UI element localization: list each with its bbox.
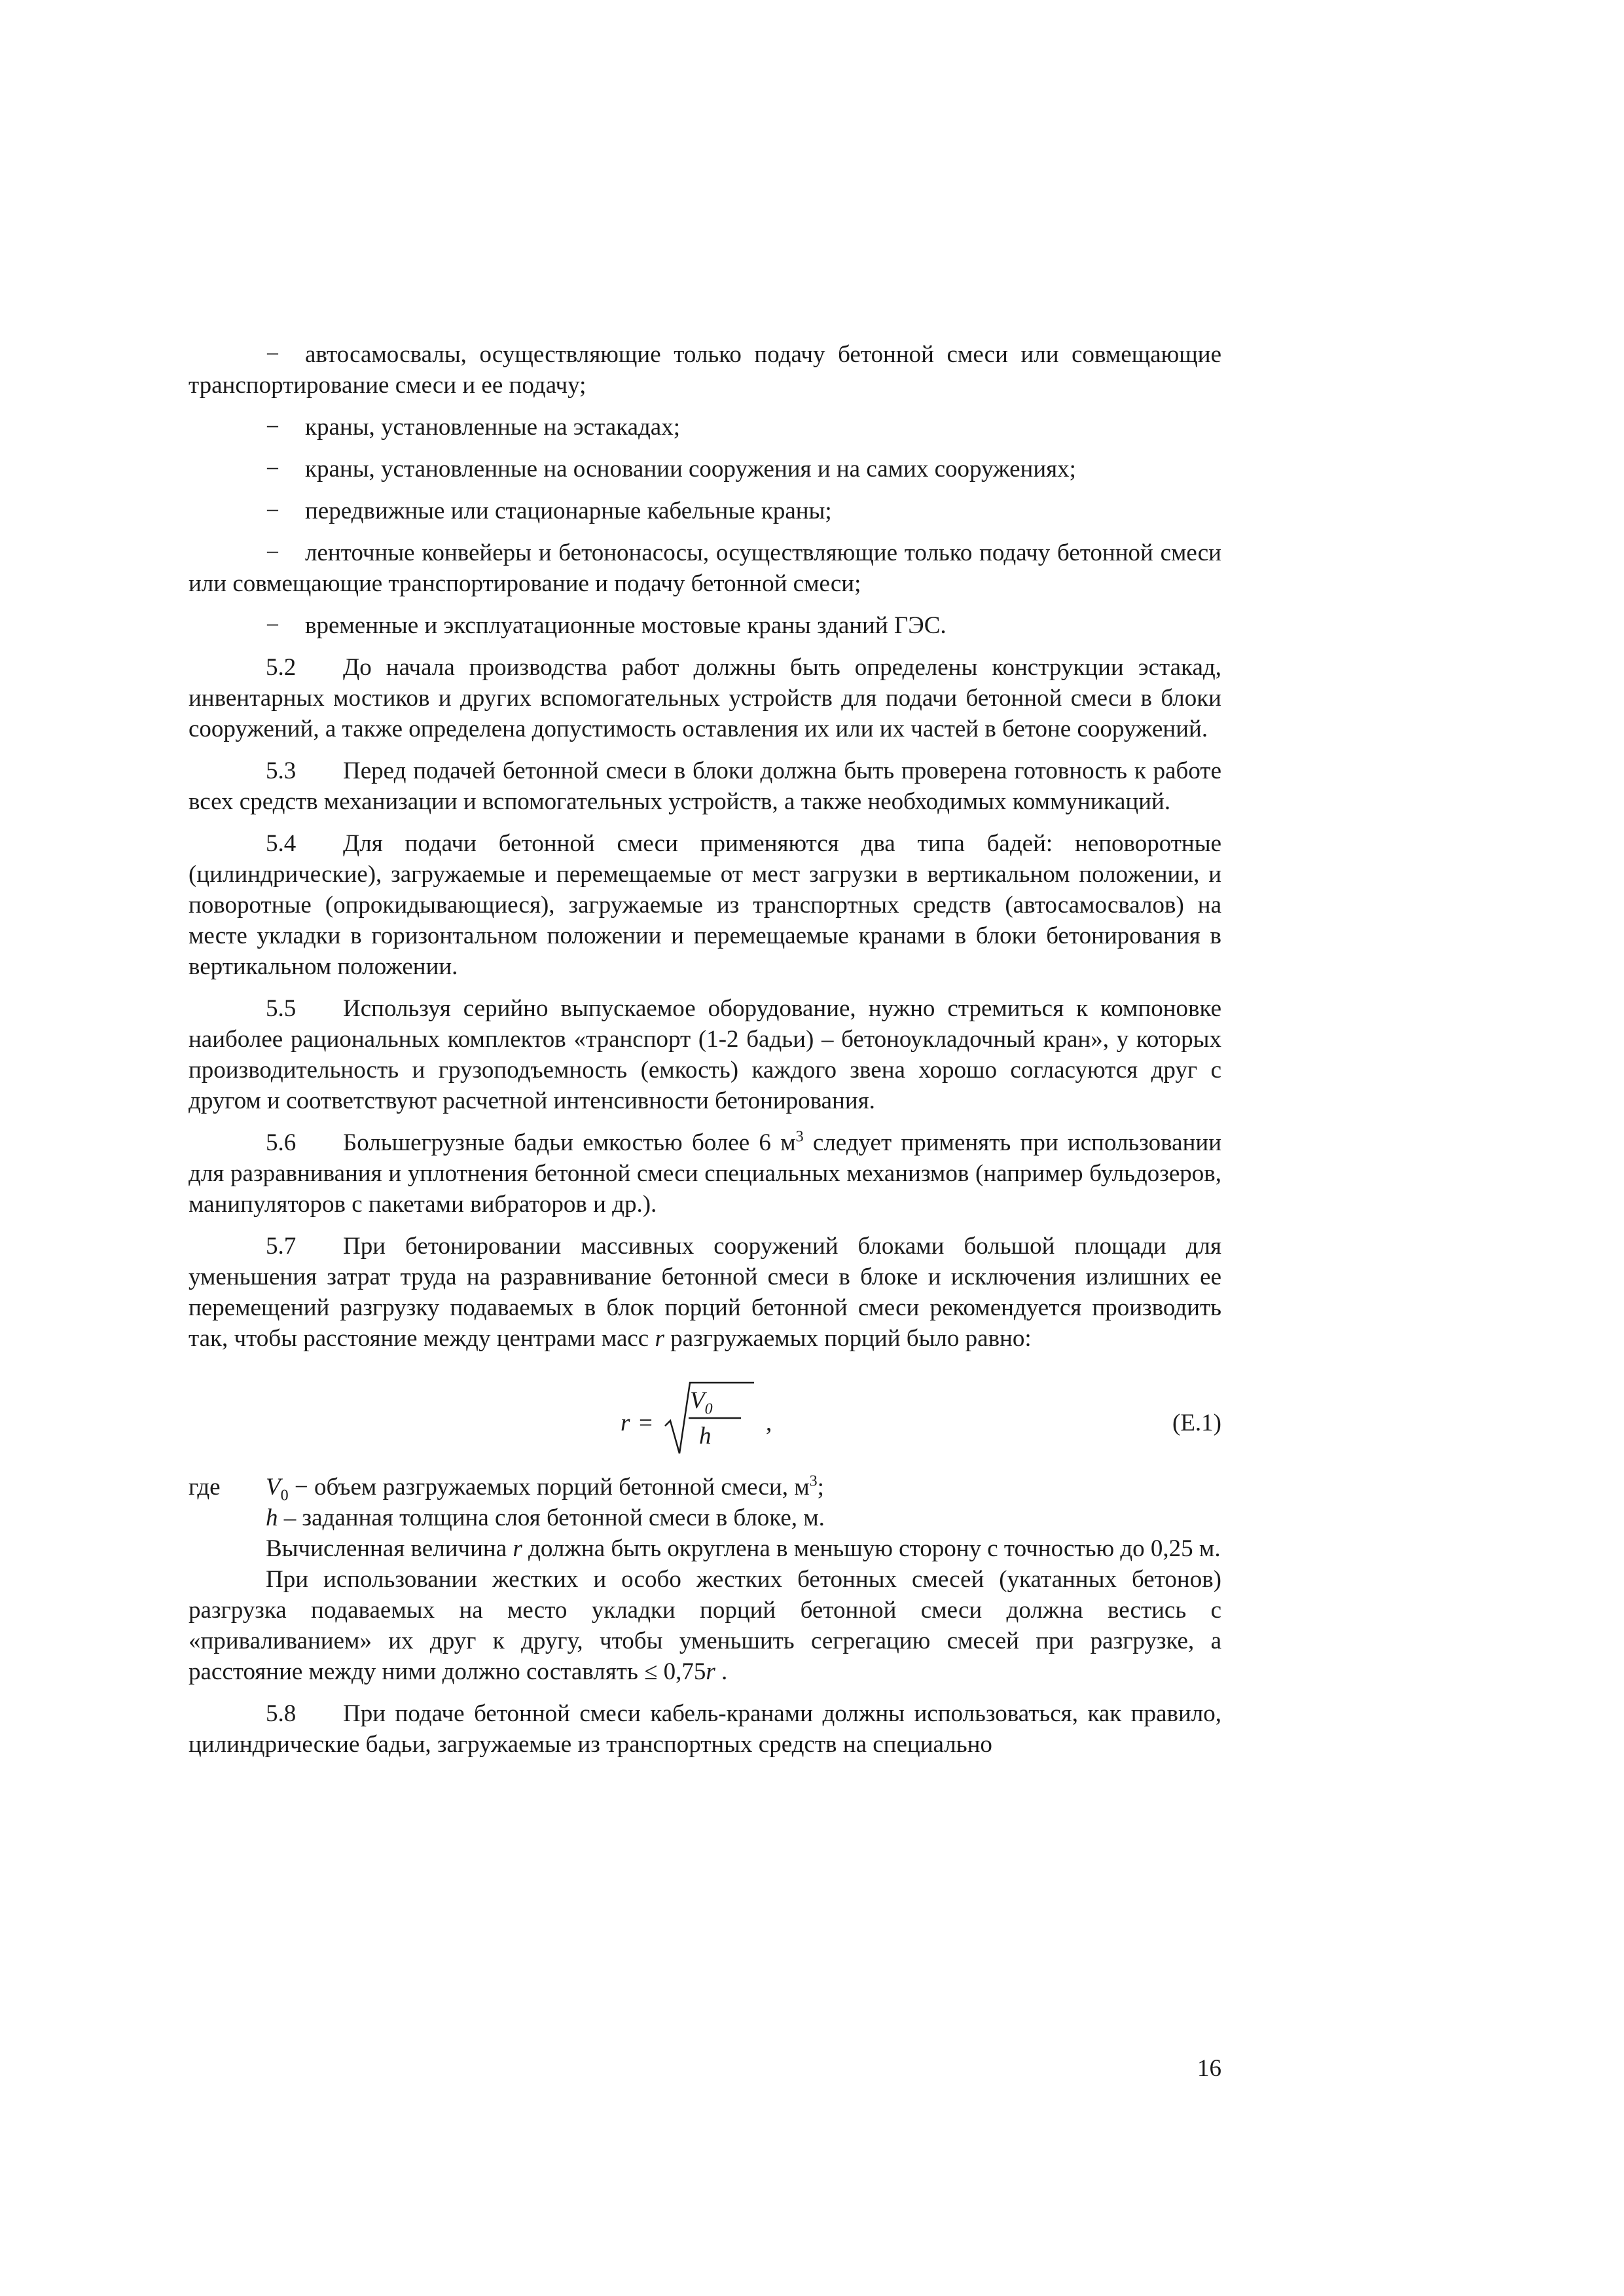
section-5-3 <box>189 756 1221 817</box>
where-h <box>266 1503 1221 1533</box>
note-rigid-mixes: При использовании жестких и особо жестких бетонных смесей (укатанных бетонов) разгрузка подаваемых на место укладки порций бетонной смеси должна вестись с «приваливанием» их друг к другу, чтобы уменьшить сегрегацию смесей при разгрузке, а расстояние между ними должно составлять ≤ 0,75r . <box>189 1566 1221 1685</box>
section-number: 5.7 <box>266 1233 297 1260</box>
list-item <box>189 538 1221 599</box>
dash-marker: − <box>266 414 280 441</box>
section-text: Большегрузные бадьи емкостью более 6 м <box>343 1129 796 1156</box>
section-number: 5.4 <box>266 830 297 857</box>
section-5-4 <box>189 828 1221 982</box>
dash-marker: − <box>266 456 280 483</box>
section-text-cont: следует применять при использовании для разравнивания и уплотнения бетонной смеси специальных механизмов (например бульдозеров, манипуляторов с пакетами вибраторов и др.). <box>189 1129 1221 1218</box>
note-rounding: Вычисленная величина r должна быть округлена в меньшую сторону с точностью до 0,25 м. <box>266 1535 1221 1562</box>
section-number: 5.3 <box>266 757 297 784</box>
where-h-text: – заданная толщина слоя бетонной смеси в блоке, м. <box>278 1504 825 1531</box>
formula-equals: = <box>639 1410 653 1436</box>
page-content <box>189 339 1221 1771</box>
where-v0-text: $V_0$ − объем разгружаемых порций бетонной смеси, $м^3$; <box>266 1472 824 1504</box>
section-5-2 <box>189 652 1221 744</box>
list-item-text: ленточные конвейеры и бетононасосы, осуществляющие только подачу бетонной смеси или совмещающие транспортирование и подачу бетонной смеси; <box>189 539 1221 597</box>
section-5-8 <box>189 1698 1221 1760</box>
list-item-text: временные и эксплуатационные мостовые краны зданий ГЭС. <box>305 612 947 639</box>
section-text: Перед подачей бетонной смеси в блоки должна быть проверена готовность к работе всех средств механизации и вспомогательных устройств, а также необходимых коммуникаций. <box>189 757 1221 815</box>
variable-r: r <box>655 1325 664 1352</box>
section-text: Используя серийно выпускаемое оборудование, нужно стремиться к компоновке наиболее рациональных комплектов «транспорт (1-2 бадьи) – бетоноукладочный кран», у которых производительность и грузоподъемность (емкость) каждого звена хорошо согласуются друг с другом и соответствуют расчетной интенсивности бетонирования. <box>189 995 1221 1114</box>
section-5-7 <box>189 1231 1221 1354</box>
list-item <box>189 339 1221 401</box>
page-number: 16 <box>1197 2055 1221 2082</box>
variable-h: h <box>266 1504 278 1531</box>
list-item-text: автосамосвалы, осуществляющие только подачу бетонной смеси или совмещающие транспортирование смеси и ее подачу; <box>189 341 1221 399</box>
section-5-6 <box>189 1127 1221 1220</box>
superscript: 3 <box>795 1128 804 1146</box>
section-5-5 <box>189 993 1221 1116</box>
list-item-text: передвижные или стационарные кабельные краны; <box>305 498 832 524</box>
list-item <box>189 610 1221 641</box>
section-text: Для подачи бетонной смеси применяются два типа бадей: неповоротные (цилиндрические), загружаемые и перемещаемые от мест загрузки в вертикальном положении, и поворотные (опрокидывающиеся), загружаемые из транспортных средств (автосамосвалов) на месте укладки в горизонтальном положении и перемещаемые кранами в блоки бетонирования в вертикальном положении. <box>189 830 1221 980</box>
section-number: 5.8 <box>266 1700 297 1727</box>
formula-e1 <box>189 1380 1221 1457</box>
dash-marker: − <box>266 539 280 566</box>
where-label: где <box>189 1474 221 1501</box>
dash-marker: − <box>266 498 280 524</box>
dash-marker: − <box>266 612 280 639</box>
section-text: При бетонировании массивных сооружений блоками большой площади для уменьшения затрат труда на разравнивание бетонной смеси в блоке и исключения излишних ее перемещений разгрузку подаваемых в блок порций бетонной смеси рекомендуется производить так, чтобы расстояние между центрами масс <box>189 1233 1221 1352</box>
formula-label: (Е.1) <box>1172 1410 1221 1436</box>
variable-r: r <box>706 1658 715 1685</box>
formula-numerator: $V_0$ <box>690 1387 713 1418</box>
section-number: 5.2 <box>266 654 297 681</box>
dash-marker: − <box>266 341 280 368</box>
list-item-text: краны, установленные на основании сооружения и на самих сооружениях; <box>305 456 1076 483</box>
list-item <box>189 496 1221 526</box>
formula-lhs: r <box>621 1410 630 1436</box>
list-item <box>189 412 1221 443</box>
section-text-cont: разгружаемых порций было равно: <box>664 1325 1032 1352</box>
section-number: 5.5 <box>266 995 297 1022</box>
list-item-text: краны, установленные на эстакадах; <box>305 414 681 441</box>
where-v0 <box>189 1472 1221 1503</box>
section-text: При подаче бетонной смеси кабель-кранами должны использоваться, как правило, цилиндрические бадьи, загружаемые из транспортных средств на специально <box>189 1700 1221 1758</box>
section-text: До начала производства работ должны быть определены конструкции эстакад, инвентарных мостиков и других вспомогательных устройств для подачи бетонной смеси в блоки сооружений, а также определена допустимость оставления их или их частей в бетоне сооружений. <box>189 654 1221 742</box>
list-item <box>189 454 1221 484</box>
formula-denominator: h <box>699 1423 712 1449</box>
section-number: 5.6 <box>266 1129 297 1156</box>
variable-r: r <box>513 1535 522 1562</box>
formula-comma: , <box>766 1410 772 1436</box>
